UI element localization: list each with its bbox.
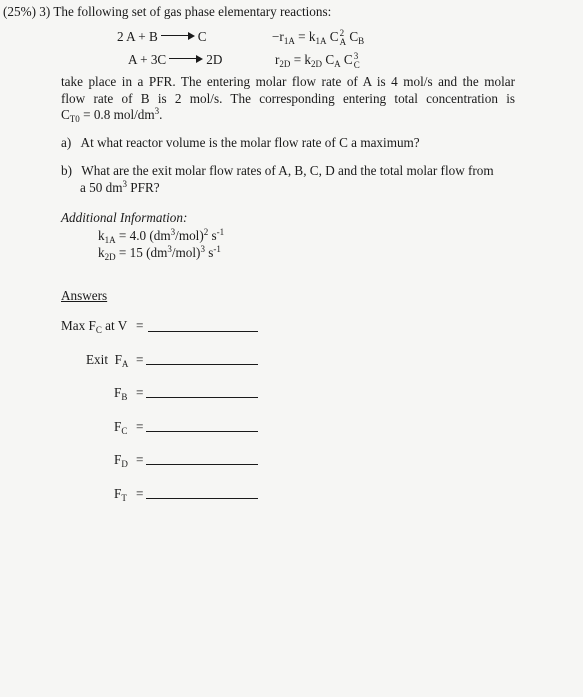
question-a-label: a)	[61, 135, 72, 150]
reaction-1-rhs: C	[197, 29, 207, 44]
answer-label-pre: F	[114, 486, 122, 501]
answer-label-sub: C	[121, 426, 128, 436]
answer-equals: =	[136, 385, 144, 400]
k2-eq: = 15 (dm	[115, 245, 168, 260]
answer-blank-max-fc[interactable]	[148, 331, 258, 332]
k1-end: s	[208, 228, 217, 243]
answer-blank-fd[interactable]	[146, 464, 258, 465]
answer-label-sub: C	[95, 325, 102, 335]
answer-label-sub: T	[121, 493, 127, 503]
ct0-unit-sup: 3	[154, 106, 160, 116]
problem-header	[3, 4, 331, 20]
question-b-line-2: a 50 dm	[80, 180, 123, 195]
answer-label-sub: A	[121, 359, 129, 369]
k2-sup1: 3	[167, 244, 172, 254]
answer-equals: =	[136, 452, 144, 467]
answer-blank-fb[interactable]	[146, 397, 258, 398]
problem-weight: (25%)	[3, 4, 36, 19]
question-b-label: b)	[61, 163, 72, 178]
problem-number: 3)	[39, 4, 51, 19]
rate-2-k: = k	[293, 52, 312, 67]
ct0-symbol: C	[61, 107, 70, 122]
reaction-2-lhs: A + 3C	[128, 52, 167, 67]
rate-1-k-sub: 1A	[315, 36, 327, 46]
answer-equals: =	[136, 318, 144, 333]
problem-statement	[61, 74, 515, 124]
answer-equals: =	[136, 419, 144, 434]
k1-sup2: 2	[203, 227, 209, 237]
statement-line-1: take place in a PFR. The entering molar flow rate of A is 4 mol/s and the molar	[61, 74, 515, 89]
rate-1-conc-a-sup: 2	[339, 28, 345, 38]
answer-equals: =	[136, 352, 144, 367]
answer-label-sub: B	[121, 392, 128, 402]
question-b-unit-sup: 3	[122, 179, 127, 189]
answers-title: Answers	[61, 288, 108, 303]
answer-label-pre: F	[114, 385, 122, 400]
k2-end: s	[204, 245, 214, 260]
reaction-2-rate-law	[275, 52, 360, 70]
answer-label-ft	[114, 486, 127, 502]
rate-2-conc-c: C	[343, 52, 353, 67]
k2-value	[98, 245, 221, 261]
k2-sup2: 3	[200, 244, 205, 254]
reaction-2-rhs: 2D	[206, 52, 223, 67]
rate-1-conc-b-sub: B	[358, 36, 365, 46]
rate-2-k-sub: 2D	[311, 59, 323, 69]
statement-line-2: flow rate of B is 2 mol/s. The corresponding entering total concentration is	[61, 90, 515, 106]
answer-label-sub: D	[121, 459, 128, 469]
k1-eq: = 4.0 (dm	[115, 228, 171, 243]
answer-label-fc	[114, 419, 127, 435]
k1-symbol: k	[98, 228, 105, 243]
rate-1-lhs-sub: 1A	[283, 36, 295, 46]
answer-label-pre: F	[114, 419, 122, 434]
question-b-line-1: What are the exit molar flow rates of A, B, C, D and the total molar flow from	[81, 163, 494, 178]
additional-info-title: Additional Information:	[61, 210, 188, 225]
answer-label-pre: F	[114, 452, 122, 467]
k2-sub: 2D	[104, 252, 116, 262]
rate-1-conc-a-sub: A	[339, 37, 347, 47]
answer-blank-ft[interactable]	[146, 498, 258, 499]
k1-sup3: -1	[216, 227, 225, 237]
question-a-text: At what reactor volume is the molar flow rate of C a maximum?	[80, 135, 420, 150]
rate-2-lhs: r	[275, 52, 280, 67]
reaction-arrow-icon	[161, 31, 195, 39]
answer-label-exit-fa	[86, 352, 128, 368]
question-a	[61, 135, 420, 151]
k1-sub: 1A	[104, 235, 116, 245]
question-b-continued	[80, 180, 160, 196]
reaction-1-rate-law	[272, 29, 364, 47]
answer-equals: =	[136, 486, 144, 501]
answer-label-pre: Max F	[61, 318, 96, 333]
ct0-value: = 0.8 mol/dm	[79, 107, 155, 122]
rate-1-lhs: −r	[272, 29, 284, 44]
answer-label-max-fc	[61, 318, 127, 334]
answer-blank-fc[interactable]	[146, 431, 258, 432]
question-b-line-2-end: PFR?	[127, 180, 160, 195]
reaction-2-equation	[128, 52, 222, 68]
rate-2-conc-c-indices	[354, 52, 360, 70]
answer-blank-fa[interactable]	[146, 364, 258, 365]
rate-1-conc-a: C	[329, 29, 339, 44]
problem-intro: The following set of gas phase elementary reactions:	[53, 4, 332, 19]
ct0-sub: T0	[69, 114, 80, 124]
rate-2-conc-c-sub: C	[353, 60, 360, 70]
rate-2-lhs-sub: 2D	[279, 59, 291, 69]
answer-label-post: at V	[101, 318, 128, 333]
k2-symbol: k	[98, 245, 105, 260]
k1-sup1: 3	[170, 227, 176, 237]
rate-2-conc-c-sup: 3	[353, 51, 359, 61]
reaction-1-equation	[117, 29, 207, 45]
question-b	[61, 163, 494, 179]
reaction-1-lhs: 2 A + B	[117, 29, 158, 44]
k1-mid: /mol)	[175, 228, 204, 243]
ct0-period: .	[159, 107, 163, 122]
answer-label-fd	[114, 452, 128, 468]
answer-label-pre: Exit F	[86, 352, 122, 367]
k1-value	[98, 228, 224, 244]
rate-1-conc-a-indices	[340, 29, 347, 47]
rate-2-conc-a-sub: A	[334, 59, 341, 69]
answer-label-fb	[114, 385, 127, 401]
k2-sup3: -1	[213, 244, 221, 254]
statement-line-3	[61, 107, 515, 124]
rate-1-conc-b: C	[349, 29, 359, 44]
rate-2-conc-a: C	[325, 52, 335, 67]
reaction-arrow-icon	[169, 54, 203, 62]
k2-mid: /mol)	[171, 245, 201, 260]
rate-1-k: = k	[298, 29, 316, 44]
